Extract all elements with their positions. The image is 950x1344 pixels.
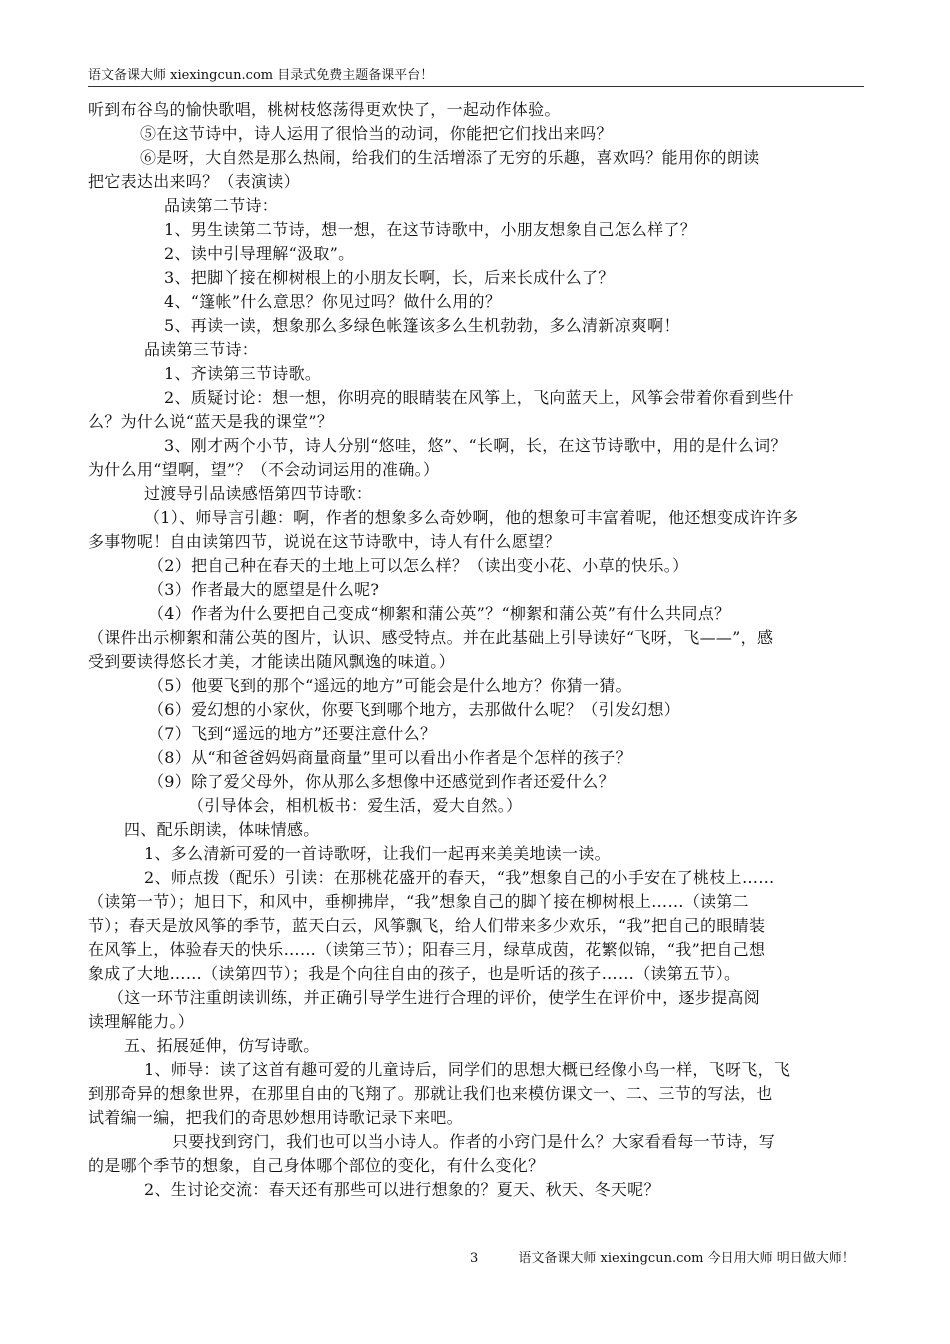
text-line: 听到布谷鸟的愉快歌唱，桃树枝悠荡得更欢快了，一起动作体验。 xyxy=(88,100,561,119)
text-line: 只要找到窍门，我们也可以当小诗人。作者的小窍门是什么？大家看看每一节诗，写 xyxy=(172,1132,776,1151)
text-line: 多事物呢！自由读第四节，说说在这节诗歌中，诗人有什么愿望？ xyxy=(88,532,561,551)
text-line: 节）；春天是放风筝的季节，蓝天白云，风筝飘飞，给人们带来多少欢乐，“我”把自己的眼睛装 xyxy=(88,916,766,935)
text-line: （2）把自己种在春天的土地上可以怎么样？（读出变小花、小草的快乐。） xyxy=(148,556,689,575)
text-line: （读第一节）；旭日下，和风中，垂柳拂岸，“我”想象自己的脚丫接在柳树根上……（读第二 xyxy=(88,892,749,911)
text-line: （这一环节注重朗读训练，并正确引导学生进行合理的评价，使学生在评价中，逐步提高阅 xyxy=(108,988,761,1007)
text-line: 5、再读一读，想象那么多绿色帐篷该多么生机勃勃，多么清新凉爽啊！ xyxy=(164,316,680,335)
document-body xyxy=(88,98,864,1202)
text-line: （引导体会，相机板书：爱生活，爱大自然。） xyxy=(188,796,523,815)
text-line: 把它表达出来吗？（表演读） xyxy=(88,172,300,191)
text-line: 五、拓展延伸，仿写诗歌。 xyxy=(124,1036,320,1055)
text-line: 1、齐读第三节诗歌。 xyxy=(164,364,322,383)
text-line: 试着编一编，把我们的奇思妙想用诗歌记录下来吧。 xyxy=(88,1108,463,1127)
text-line: 1、男生读第二节诗，想一想，在这节诗歌中，小朋友想象自己怎么样了？ xyxy=(164,220,697,239)
page-footer xyxy=(470,1247,855,1266)
text-line: 品读第三节诗： xyxy=(144,340,259,359)
text-line: 品读第二节诗： xyxy=(164,196,279,215)
text-line: 3、把脚丫接在柳树根上的小朋友长啊，长，后来长成什么了？ xyxy=(164,268,615,287)
text-line: ⑤在这节诗中，诗人运用了很恰当的动词，你能把它们找出来吗？ xyxy=(140,124,613,143)
text-line: 2、读中引导理解“汲取”。 xyxy=(164,244,355,263)
text-line: 么？为什么说“蓝天是我的课堂”？ xyxy=(88,412,334,431)
page-header: 语文备课大师 xiexingcun.com 目录式免费主题备课平台！ xyxy=(88,64,864,87)
text-line: 的是哪个季节的想象，自己身体哪个部位的变化，有什么变化？ xyxy=(88,1156,545,1175)
text-line: 读理解能力。） xyxy=(88,1012,195,1031)
page-number: 3 xyxy=(470,1251,479,1266)
text-line: （8）从“和爸爸妈妈商量商量”里可以看出小作者是个怎样的孩子？ xyxy=(148,748,632,767)
text-line: 2、质疑讨论：想一想，你明亮的眼睛装在风筝上，飞向蓝天上，风筝会带着你看到些什 xyxy=(164,388,794,407)
text-line: （1）、师导言引趣：啊，作者的想象多么奇妙啊，他的想象可丰富着呢，他还想变成许许多 xyxy=(144,508,799,527)
text-line: （7）飞到“遥远的地方”还要注意什么？ xyxy=(148,724,437,743)
text-line: ⑥是呀，大自然是那么热闹，给我们的生活增添了无穷的乐趣，喜欢吗？能用你的朗读 xyxy=(140,148,760,167)
text-line: 在风筝上，体验春天的快乐……（读第三节）；阳春三月，绿草成茵，花繁似锦，“我”把自己想 xyxy=(88,940,766,959)
text-line: 象成了大地……（读第四节）；我是个向往自由的孩子，也是听话的孩子……（读第五节）。 xyxy=(88,964,741,983)
footer-text: 语文备课大师 xiexingcun.com 今日用大师 明日做大师！ xyxy=(518,1251,855,1266)
text-line: （课件出示柳絮和蒲公英的图片，认识、感受特点。并在此基础上引导读好“飞呀，飞——”，感 xyxy=(88,628,774,647)
text-line: 1、师导：读了这首有趣可爱的儿童诗后，同学们的思想大概已经像小鸟一样，飞呀飞，飞 xyxy=(144,1060,791,1079)
text-line: 受到要读得悠长才美，才能读出随风飘逸的味道。） xyxy=(88,652,455,671)
text-line: 过渡导引品读感悟第四节诗歌： xyxy=(144,484,373,503)
text-line: 2、生讨论交流：春天还有那些可以进行想象的？夏天、秋天、冬天呢？ xyxy=(144,1180,660,1199)
text-line: 四、配乐朗读，体味情感。 xyxy=(124,820,320,839)
text-line: 1、多么清新可爱的一首诗歌呀，让我们一起再来美美地读一读。 xyxy=(144,844,611,863)
text-line: （6）爱幻想的小家伙，你要飞到哪个地方，去那做什么呢？（引发幻想） xyxy=(148,700,681,719)
text-line: 为什么用“望啊，望”？（不会动词运用的准确。） xyxy=(88,460,440,479)
text-line: （9）除了爱父母外，你从那么多想像中还感觉到作者还爱什么？ xyxy=(148,772,615,791)
text-line: （4）作者为什么要把自己变成“柳絮和蒲公英”？“柳絮和蒲公英”有什么共同点？ xyxy=(148,604,731,623)
text-line: 到那奇异的想象世界，在那里自由的飞翔了。那就让我们也来模仿课文一、二、三节的写法，也 xyxy=(88,1084,773,1103)
text-line: 3、刚才两个小节，诗人分别“悠哇，悠”、“长啊，长，在这节诗歌中，用的是什么词？ xyxy=(164,436,787,455)
text-line: 4、“篷帐”什么意思？你见过吗？做什么用的？ xyxy=(164,292,502,311)
text-line: 2、师点拨（配乐）引读：在那桃花盛开的春天，“我”想象自己的小手安在了桃枝上…… xyxy=(144,868,775,887)
text-line: （5）他要飞到的那个“遥远的地方”可能会是什么地方？你猜一猜。 xyxy=(148,676,632,695)
text-line: （3）作者最大的愿望是什么呢? xyxy=(148,580,380,599)
